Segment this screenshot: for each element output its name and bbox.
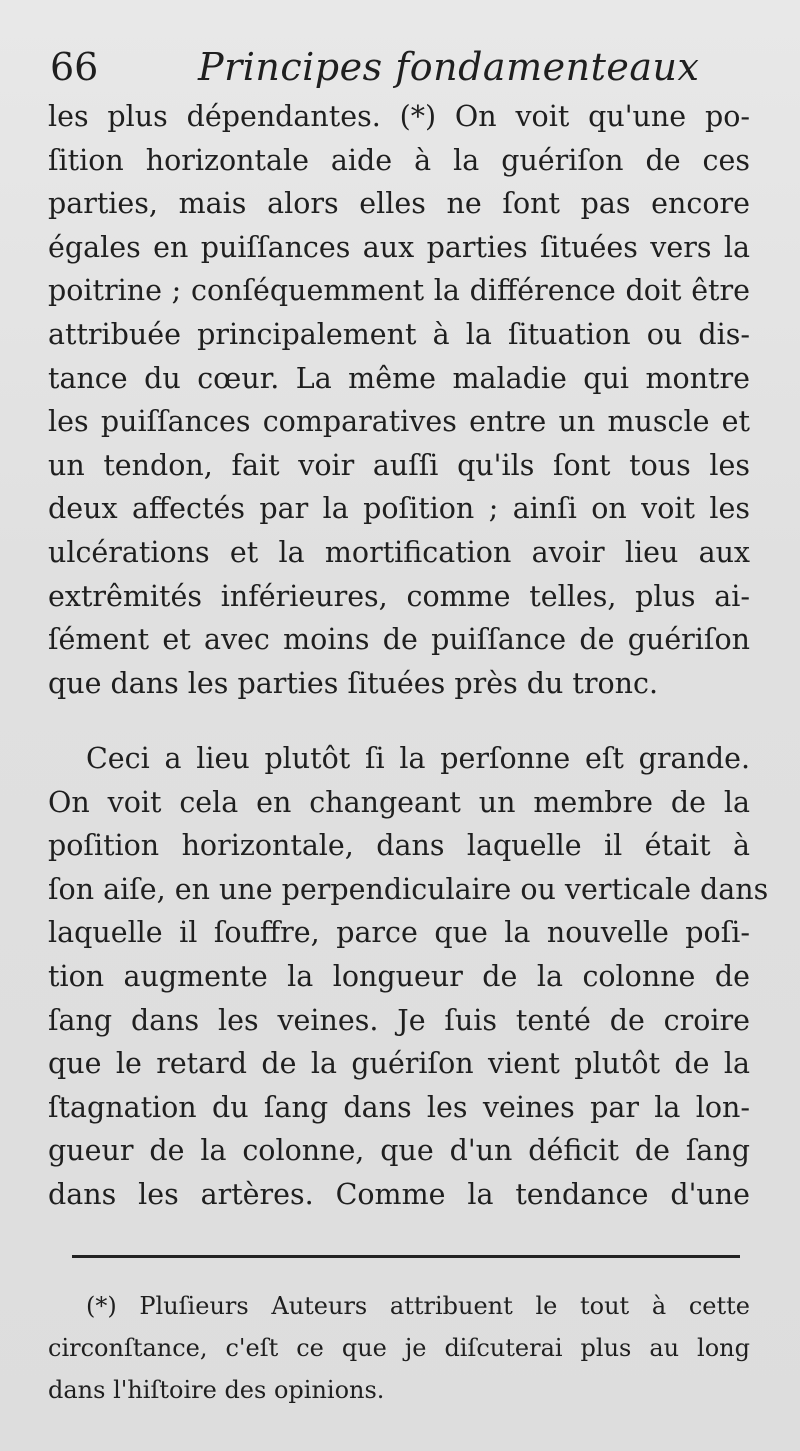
paragraph-2 — [48, 737, 769, 1217]
footnote — [48, 1285, 750, 1411]
text-line: extrêmités inférieures, comme telles, plus ai- — [48, 579, 750, 613]
footnote-divider — [72, 1255, 740, 1258]
text-line: tance du cœur. La même maladie qui montre — [48, 361, 750, 395]
footnote-line: circonſtance, c'eſt ce que je diſcuterai plus au long — [48, 1334, 750, 1362]
text-line: poſition horizontale, dans laquelle il était à — [48, 829, 750, 863]
text-line: parties, mais alors elles ne ſont pas encore — [48, 187, 750, 221]
text-line: gueur de la colonne, que d'un déficit de ſang — [48, 1134, 750, 1168]
text-line: que dans les parties ſituées près du tronc. — [48, 666, 659, 700]
text-line: ulcérations et la mortification avoir lieu aux — [48, 535, 750, 569]
text-line: ſément et avec moins de puiſſance de guériſon — [48, 623, 750, 657]
text-line: ſition horizontale aide à la guériſon de ces — [48, 143, 750, 177]
text-line: que le retard de la guériſon vient plutôt de la — [48, 1047, 750, 1081]
text-line: laquelle il ſouffre, parce que la nouvelle poſi- — [48, 916, 750, 950]
text-line: tion augmente la longueur de la colonne de — [48, 959, 750, 993]
text-line: égales en puiſſances aux parties ſituées vers la — [48, 230, 750, 264]
text-line: poitrine ; conſéquemment la différence doit être — [48, 274, 750, 308]
text-line: attribuée principalement à la ſituation ou dis- — [48, 317, 750, 351]
running-head — [50, 42, 760, 92]
text-line: un tendon, fait voir auſſi qu'ils ſont tous les — [48, 448, 750, 482]
text-line: ſang dans les veines. Je ſuis tenté de croire — [48, 1003, 750, 1037]
running-title: Principes fondamenteaux — [198, 45, 700, 89]
text-line: ſon aiſe, en une perpendiculaire ou verticale dans — [48, 872, 769, 906]
page-number: 66 — [50, 45, 99, 89]
footnote-line: dans l'hiſtoire des opinions. — [48, 1376, 385, 1404]
text-line: Ceci a lieu plutôt ſi la perſonne eſt grande. — [86, 742, 750, 775]
text-line: les plus dépendantes. (*) On voit qu'une po- — [48, 100, 750, 133]
text-line: dans les artères. Comme la tendance d'une — [48, 1177, 750, 1211]
text-line: On voit cela en changeant un membre de la — [48, 785, 750, 819]
footnote-line: (*) Pluſieurs Auteurs attribuent le tout à cette — [86, 1292, 750, 1320]
paragraph-1 — [48, 95, 750, 705]
text-line: ſtagnation du ſang dans les veines par la lon- — [48, 1090, 750, 1124]
text-line: deux affectés par la poſition ; ainſi on voit les — [48, 492, 750, 526]
text-line: les puiſſances comparatives entre un muscle et — [48, 405, 750, 439]
